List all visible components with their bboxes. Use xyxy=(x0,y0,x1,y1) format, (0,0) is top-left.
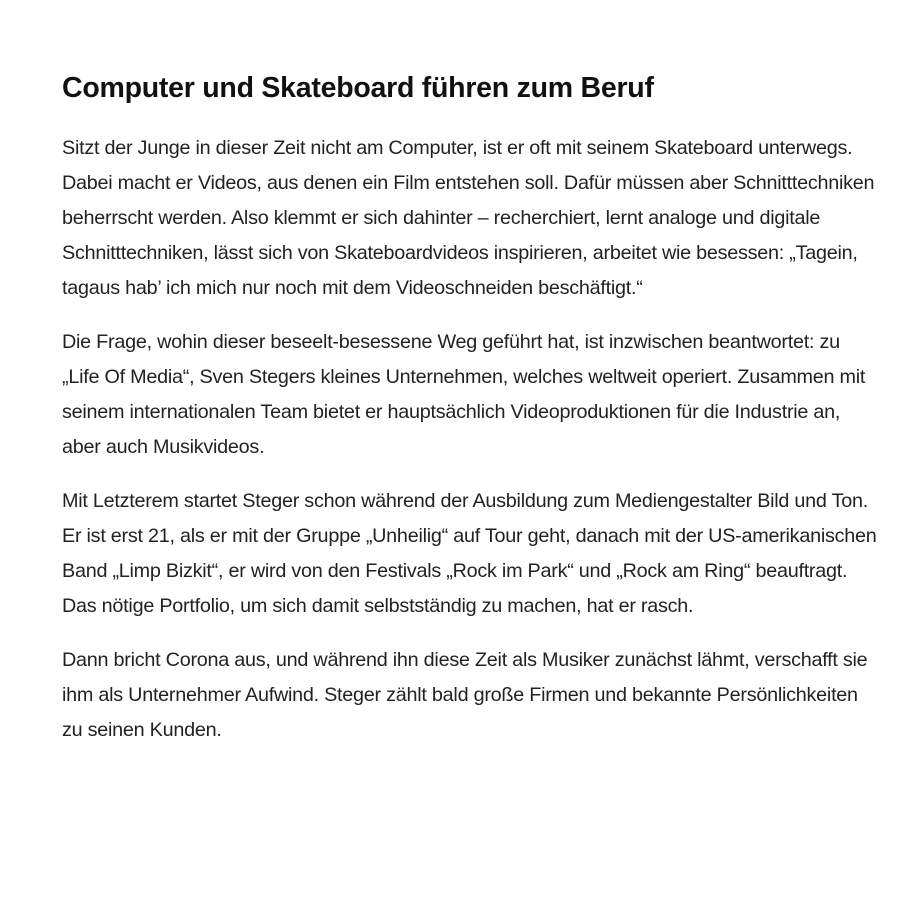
paragraph-music-videos: Mit Letzterem startet Steger schon während der Ausbildung zum Mediengestalter Bild und Ton. Er ist erst 21, als er mit der Gruppe „Unheilig“ auf Tour geht, danach mit der US-amerikanischen Band „Limp Bizkit“, er wird von den Festivals „Rock im Park“ und „Rock am Ring“ beauftragt. Das nötige Portfolio, um sich damit selbstständig zu machen, hat er rasch. xyxy=(62,489,877,617)
paragraph-life-of-media: Die Frage, wohin dieser beseelt-besessene Weg geführt hat, ist inzwischen beantwortet: zu „Life Of Media“, Sven Stegers kleines Unternehmen, welches weltweit operiert. Zusammen mit seinem internationalen Team bietet er hauptsächlich Videoproduktionen für die Industrie an, aber auch Musikvideos. xyxy=(62,330,866,458)
paragraph-corona: Dann bricht Corona aus, und während ihn diese Zeit als Musiker zunächst lähmt, verschafft sie ihm als Unternehmer Aufwind. Steger zählt bald große Firmen und bekannte Persönlichkeiten zu seinen Kunden. xyxy=(62,648,868,741)
paragraph-skateboard-videos: Sitzt der Junge in dieser Zeit nicht am Computer, ist er oft mit seinem Skateboard unterwegs. Dabei macht er Videos, aus denen ein Film entstehen soll. Dafür müssen aber Schnitttechniken beherrscht werden. Also klemmt er sich dahinter – recherchiert, lernt analoge und digitale Schnitttechniken, lässt sich von Skateboardvideos inspirieren, arbeitet wie besessen: „Tagein, tagaus hab’ ich mich nur noch mit dem Videoschneiden beschäftigt.“ xyxy=(62,136,875,299)
article-section xyxy=(62,72,882,748)
section-heading: Computer und Skateboard führen zum Beruf xyxy=(62,72,654,104)
